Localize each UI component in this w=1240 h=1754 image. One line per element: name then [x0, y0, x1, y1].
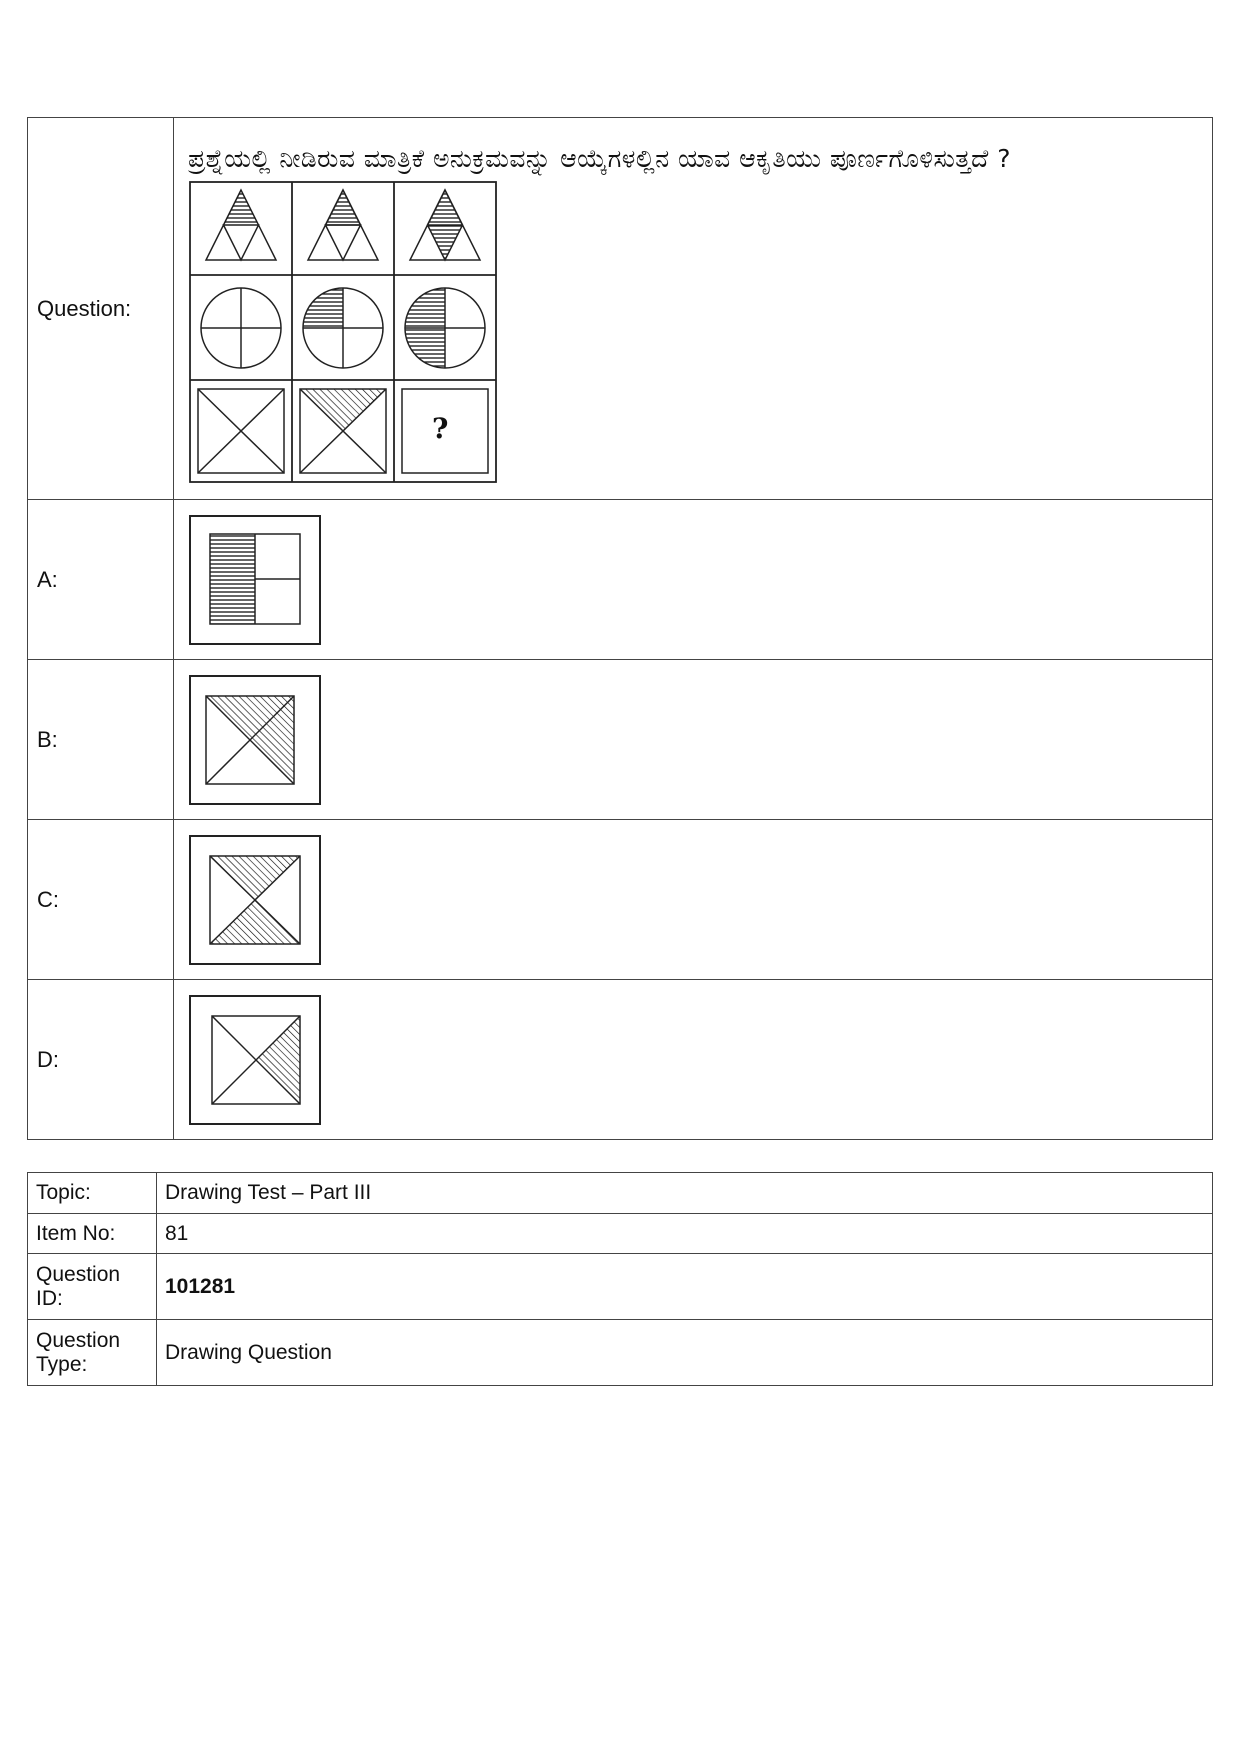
question-id-value: 101281 — [157, 1254, 1213, 1320]
square-figure-1 — [198, 389, 284, 473]
question-type-label: Question Type: — [28, 1320, 157, 1386]
option-row-d[interactable] — [28, 980, 1213, 1140]
option-b-label: B: — [28, 660, 174, 820]
option-row-b[interactable] — [28, 660, 1213, 820]
option-d-figure[interactable] — [188, 994, 324, 1126]
question-type-value: Drawing Question — [157, 1320, 1213, 1386]
circle-figure-2 — [303, 288, 383, 368]
option-c-figure[interactable] — [188, 834, 324, 966]
option-a-figure[interactable] — [188, 514, 324, 646]
option-row-c[interactable] — [28, 820, 1213, 980]
topic-value: Drawing Test – Part III — [157, 1173, 1213, 1214]
item-no-label: Item No: — [28, 1214, 157, 1254]
item-no-value: 81 — [157, 1214, 1213, 1254]
topic-label: Topic: — [28, 1173, 157, 1214]
question-id-label: Question ID: — [28, 1254, 157, 1320]
question-figure-grid — [188, 180, 500, 486]
triangle-figure-3 — [410, 190, 480, 260]
option-a-label: A: — [28, 500, 174, 660]
question-id-row — [28, 1254, 1213, 1320]
square-figure-2 — [300, 389, 386, 473]
option-a-content[interactable] — [174, 500, 1213, 660]
option-c-label: C: — [28, 820, 174, 980]
question-table — [27, 117, 1213, 1140]
circle-figure-1 — [201, 288, 281, 368]
option-d-content[interactable] — [174, 980, 1213, 1140]
option-b-figure[interactable] — [188, 674, 324, 806]
item-metadata-table — [27, 1172, 1213, 1386]
option-row-a[interactable] — [28, 500, 1213, 660]
option-d-label: D: — [28, 980, 174, 1140]
question-row — [28, 118, 1213, 500]
question-text: ಪ್ರಶ್ನೆಯಲ್ಲಿ ನೀಡಿರುವ ಮಾತ್ರಿಕೆ ಅನುಕ್ರಮವನ್ನು ಆಯ್ಕೆಗಳಲ್ಲಿನ ಯಾವ ಆಕೃತಿಯು ಪೂರ್ಣಗೊಳಿಸುತ್ತದೆ ? — [188, 143, 1012, 173]
question-label: Question: — [28, 118, 174, 500]
option-c-content[interactable] — [174, 820, 1213, 980]
question-type-row — [28, 1320, 1213, 1386]
missing-figure-mark: ? — [432, 412, 449, 445]
option-b-content[interactable] — [174, 660, 1213, 820]
item-no-row — [28, 1214, 1213, 1254]
question-content — [174, 118, 1213, 500]
topic-row — [28, 1173, 1213, 1214]
circle-figure-3 — [405, 288, 485, 368]
